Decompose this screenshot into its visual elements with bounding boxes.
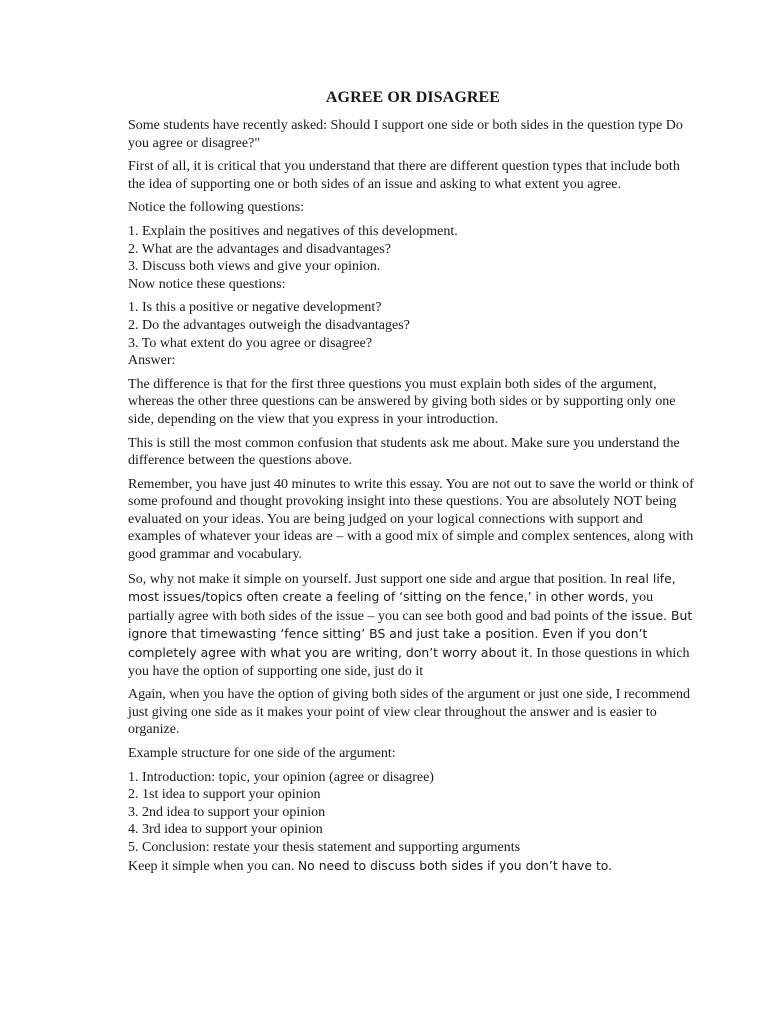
paragraph-example-structure: Example structure for one side of the argument: bbox=[128, 746, 396, 761]
document-page bbox=[128, 88, 698, 875]
paragraph-notice-these: Now notice these questions: bbox=[128, 276, 286, 292]
list-item: 3. 2nd idea to support your opinion bbox=[128, 804, 326, 820]
paragraph-question-types: First of all, it is critical that you understand that there are different question types that include both the idea of supporting one or both sides of an issue and asking to what extent you agree. bbox=[128, 159, 680, 192]
text-segment: you partially agree with both sides of the issue – you can see both good and bad points of bbox=[128, 590, 654, 624]
list-item: 4. 3rd idea to support your opinion bbox=[128, 822, 323, 838]
list-item: 5. Conclusion: restate your thesis statement and supporting arguments bbox=[128, 839, 521, 855]
list-item: 3. Discuss both views and give your opinion. bbox=[128, 259, 381, 275]
paragraph-confusion: This is still the most common confusion that students ask me about. Make sure you understand the difference between the questions above. bbox=[128, 435, 680, 469]
document-title: AGREE OR DISAGREE bbox=[325, 89, 501, 106]
list-item: 2. Do the advantages outweigh the disadvantages? bbox=[128, 317, 410, 333]
list-item: 1. Explain the positives and negatives of this development. bbox=[128, 223, 458, 239]
paragraph-again: Again, when you have the option of giving both sides of the argument or just one side, I recommend just giving one side as it makes your point of view clear throughout the answer and is easier to organize. bbox=[128, 687, 690, 738]
text-segment: In those questions in which you have the option of supporting one side, just do it bbox=[128, 646, 690, 679]
paragraph-final bbox=[128, 857, 698, 876]
list-item: 3. To what extent do you agree or disagree? bbox=[128, 335, 373, 351]
text-segment-sans: No need to discuss both sides if you don’t have to. bbox=[297, 857, 613, 873]
structure-list bbox=[128, 769, 698, 857]
list-item: 1. Introduction: topic, your opinion (agree or disagree) bbox=[128, 769, 434, 785]
question-list-both-sides bbox=[128, 223, 698, 276]
paragraph-intro: Some students have recently asked: Should I support one side or both sides in the question type Do you agree or disagree?" bbox=[128, 118, 683, 151]
question-list-one-side bbox=[128, 299, 698, 352]
paragraph-notice-following: Notice the following questions: bbox=[128, 200, 305, 216]
text-segment-sans: real life, most issues/topics often create a feeling of ‘sitting on the fence,’ in other words, bbox=[128, 570, 676, 605]
paragraph-remember: Remember, you have just 40 minutes to write this essay. You are not out to save the world or think of some profound and thought provoking insight into these questions. You are absolutely NOT being evaluated on your ideas. You are being judged on your logical connections with support and examples of whatever your ideas are – with a good mix of simple and complex sentences, along with good grammar and vocabulary. bbox=[128, 476, 694, 563]
paragraph-keep-simple bbox=[128, 570, 698, 681]
paragraph-answer-label: Answer: bbox=[128, 353, 176, 369]
list-item: 2. What are the advantages and disadvantages? bbox=[128, 241, 391, 257]
text-segment-sans: the issue. But ignore that timewasting ‘fence sitting’ BS and just take a position. Even if you don’t completely agree with what you are writing, don’t worry about it. bbox=[128, 607, 693, 661]
paragraph-difference: The difference is that for the first three questions you must explain both sides of the argument, whereas the other three questions can be answered by giving both sides or by supporting only one side, depending on the view that you express in your introduction. bbox=[128, 376, 676, 427]
list-item: 2. 1st idea to support your opinion bbox=[128, 787, 321, 803]
text-segment: Keep it simple when you can. bbox=[128, 858, 295, 874]
list-item: 1. Is this a positive or negative development? bbox=[128, 300, 382, 316]
text-segment: So, why not make it simple on yourself. Just support one side and argue that position. In bbox=[128, 571, 622, 587]
